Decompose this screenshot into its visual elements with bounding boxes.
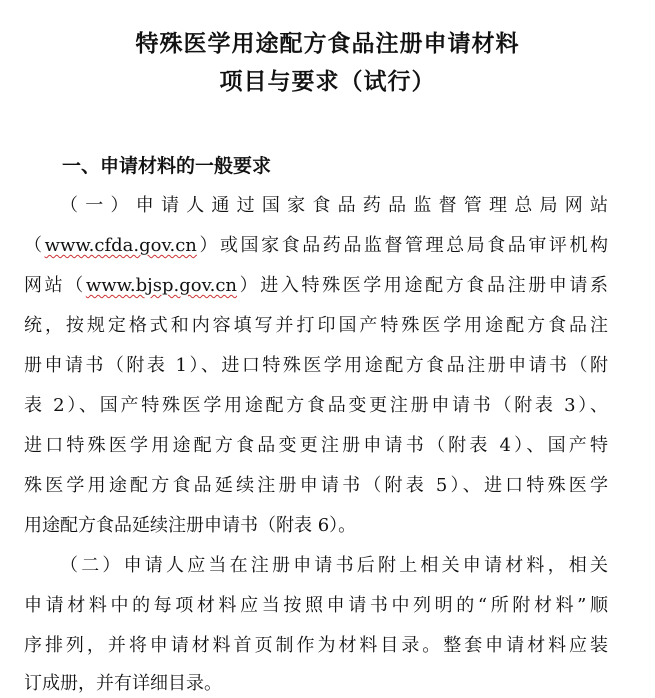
para1-line4: 统，按规定格式和内容填写并打印国产特殊医学用途配方食品注 [24, 315, 608, 336]
para1-line7: 进口特殊医学用途配方食品变更注册申请书（附表 4）、国产特 [24, 435, 608, 456]
section1-heading: 一、申请材料的一般要求 [62, 155, 272, 177]
document-title-line1: 特殊医学用途配方食品注册申请材料 [135, 31, 520, 57]
para2-line2: 申请材料中的每项材料应当按照申请书中列明的“所附材料”顺 [24, 595, 608, 616]
para2-line4: 订成册，并有详细目录。 [24, 673, 222, 694]
cfda-url-link[interactable]: www.cfda.gov.cn [44, 235, 197, 256]
para1-line2 [24, 232, 608, 260]
para1-line2-post: ）或国家食品药品监督管理总局食品审评机构 [196, 235, 609, 256]
document-title-line2: 项目与要求（试行） [219, 69, 436, 95]
bjsp-url-link[interactable]: www.bjsp.gov.cn [85, 275, 238, 296]
para1-line3 [24, 272, 608, 300]
para2-line3: 序排列，并将申请材料首页制作为材料目录。整套申请材料应装 [24, 635, 608, 656]
para2-line1: （二）申请人应当在注册申请书后附上相关申请材料，相关 [60, 555, 608, 576]
para1-line5: 册申请书（附表 1）、进口特殊医学用途配方食品注册申请书（附 [24, 355, 608, 376]
para1-line3-post: ）进入特殊医学用途配方食品注册申请系 [237, 275, 609, 296]
para1-line8: 殊医学用途配方食品延续注册申请书（附表 5）、进口特殊医学 [24, 475, 608, 496]
para1-line3-pre: 网站（ [24, 275, 86, 296]
para1-line9: 用途配方食品延续注册申请书（附表 6）。 [24, 515, 357, 536]
para1-line6: 表 2）、国产特殊医学用途配方食品变更注册申请书（附表 3）、 [24, 395, 608, 416]
para1-line1: （一）申请人通过国家食品药品监督管理总局网站 [60, 195, 608, 216]
para1-line2-pre: （ [24, 235, 45, 256]
